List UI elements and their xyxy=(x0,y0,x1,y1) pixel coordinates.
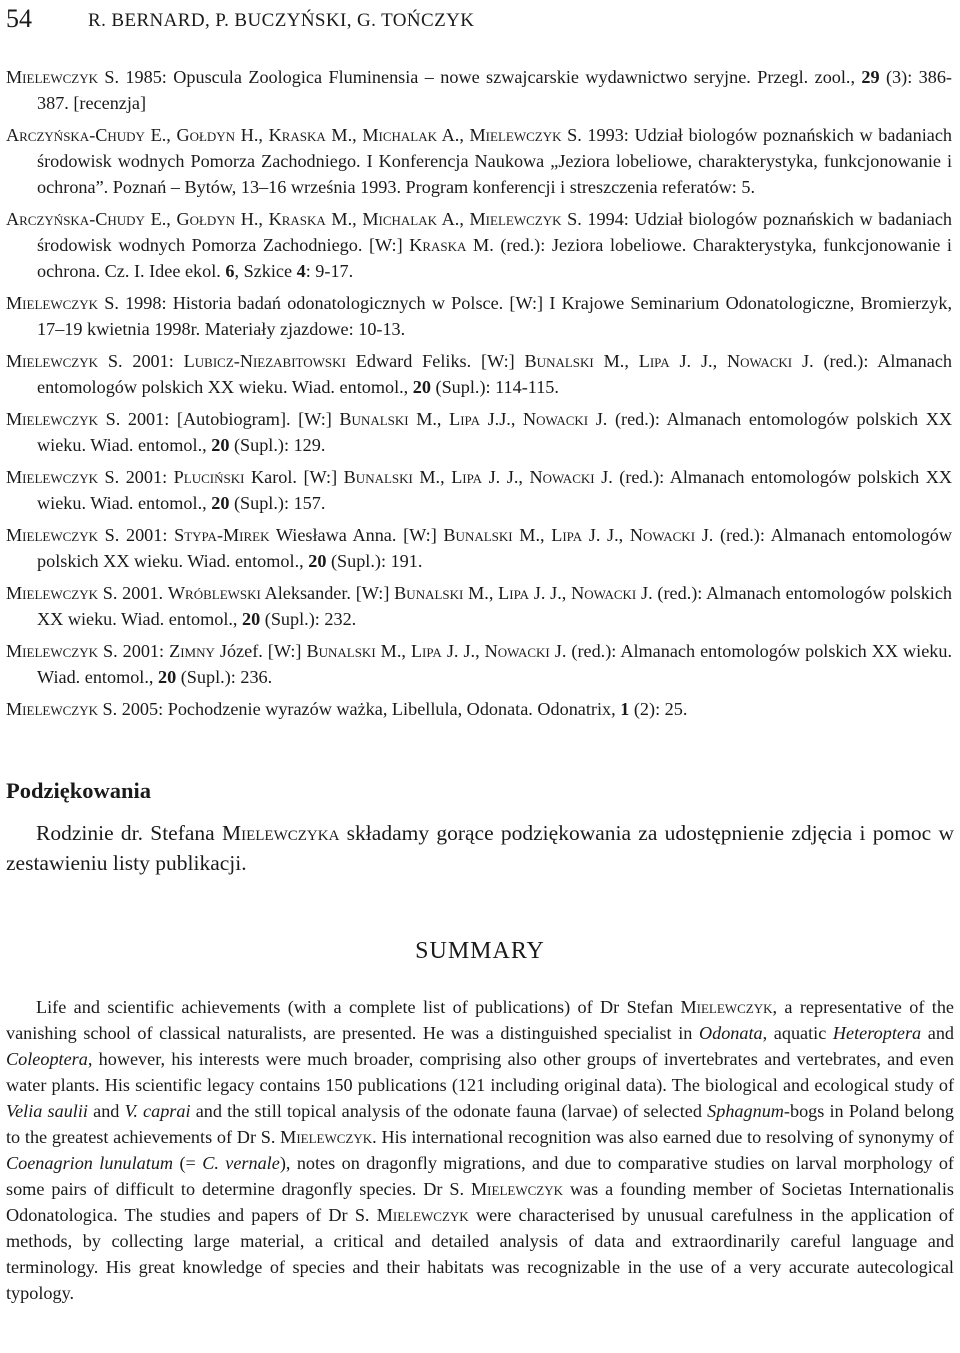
volume-number: 20 xyxy=(242,609,261,629)
text-run: H., xyxy=(235,209,269,229)
text-run: M., xyxy=(512,525,552,545)
text-run: J. J., xyxy=(441,641,485,661)
author-name: Bunalski xyxy=(394,583,464,603)
author-name: Lipa xyxy=(410,641,442,661)
author-name: Mielewczyk xyxy=(6,467,98,487)
text-run: Wiesława Anna. [W:] xyxy=(269,525,444,545)
reference-entry xyxy=(6,638,952,690)
author-name: Mielewczyk xyxy=(6,351,98,371)
author-name: Kraska xyxy=(409,235,467,255)
text-run: J.J., xyxy=(479,409,523,429)
text-run: S. 1998: Historia badań odonatologicznych w Polsce. [W:] I Krajowe Seminarium Odonatologiczne, Bromierzyk, 17–19 kwietnia 1998r. Materiały zjazdowe: 10-13. xyxy=(37,293,952,339)
taxon-name: Coenagrion lunulatum xyxy=(6,1153,174,1173)
text-run: (Supl.): 236. xyxy=(176,667,273,687)
text-run: S. 2001: xyxy=(97,641,170,661)
text-run: M., xyxy=(593,351,639,371)
author-name: Nowacki xyxy=(629,525,696,545)
text-run: , Szkice xyxy=(234,261,297,281)
text-run: and the still topical analysis of the odonate fauna (larvae) of selected xyxy=(190,1101,708,1121)
text-run: Edward Feliks. [W:] xyxy=(345,351,525,371)
author-name: Bunalski xyxy=(343,467,413,487)
author-name: Bunalski xyxy=(524,351,594,371)
taxon-name: Heteroptera xyxy=(832,1023,922,1043)
author-name: Michalak xyxy=(362,209,438,229)
text-run: (3): 386-387. [recenzja] xyxy=(37,67,952,113)
text-run: E., xyxy=(144,125,177,145)
author-name: Mielewczyk xyxy=(469,209,562,229)
author-name: Nowacki xyxy=(529,467,595,487)
reference-entry xyxy=(6,206,952,284)
text-run: J. (red.): Almanach entomologów polskich XX wieku. Wiad. entomol., xyxy=(37,467,952,513)
author-name: Gołdyn xyxy=(176,209,236,229)
text-run: M. (red.): Jeziora lobeliowe. Charakterystyka, funkcjonowanie i ochrona. Cz. I. Idee ekol. xyxy=(37,235,952,281)
summary-heading: SUMMARY xyxy=(415,938,545,964)
text-run: J. (red.): Almanach entomologów polskich XX wieku. Wiad. entomol., xyxy=(37,409,952,455)
text-run: and xyxy=(87,1101,125,1121)
text-run: (2): 25. xyxy=(629,699,688,719)
text-run: , a representative of the vanishing school of classical naturalists, are presented. He was a distinguished specialist in xyxy=(6,997,954,1043)
author-name: Pluciński xyxy=(173,467,245,487)
text-run: S. 1985: Opuscula Zoologica Fluminensia – nowe szwajcarskie wydawnictwo seryjne. Przegl. zool., xyxy=(97,67,862,87)
taxon-name: C. vernale xyxy=(202,1153,280,1173)
text-run: M., xyxy=(463,583,499,603)
reference-entry xyxy=(6,580,952,632)
text-run: Karol. [W:] xyxy=(244,467,344,487)
author-name: Kraska xyxy=(268,209,326,229)
text-run: and xyxy=(921,1023,955,1043)
author-name: Mielewczyk xyxy=(376,1205,469,1225)
text-run: składamy gorące podziękowania za udostępnienie zdjęcia i pomoc w zestawieniu listy publikacji. xyxy=(6,821,954,875)
volume-number: 1 xyxy=(620,699,630,719)
page-header xyxy=(6,4,954,34)
summary-text xyxy=(6,994,954,1306)
reference-entry xyxy=(6,122,952,200)
text-run: S. 1993: Udział biologów poznańskich w badaniach środowisk wodnych Pomorza Zachodniego. I Konferencja Naukowa „Jeziora lobeliowe, charakterystyka, funkcjonowanie i ochrona”. Poznań – Bytów, 13–16 września 1993. Program konferencji i streszczenia referatów: 5. xyxy=(37,125,952,197)
volume-number: 20 xyxy=(412,377,431,397)
reference-entry xyxy=(6,522,952,574)
text-run: S. 1994: Udział biologów poznańskich w badaniach środowisk wodnych Pomorza Zachodniego. [W:] xyxy=(37,209,952,255)
reference-entry xyxy=(6,696,952,722)
text-run: Józef. [W:] xyxy=(214,641,307,661)
text-run: -bogs in Poland belong to the greatest achievements of Dr S. xyxy=(6,1101,955,1147)
text-run: : 9-17. xyxy=(305,261,354,281)
text-run: . His international recognition was also earned due to resolving of synonymy of xyxy=(372,1127,954,1147)
author-name: Wróblewski xyxy=(167,583,261,603)
author-name: Mielewczyk xyxy=(680,997,773,1017)
volume-number: 29 xyxy=(861,67,880,87)
text-run: J. (red.): Almanach entomologów polskich XX wieku. Wiad. entomol., xyxy=(37,641,953,687)
volume-number: 6 xyxy=(225,261,235,281)
author-name: Lipa xyxy=(551,525,583,545)
references-list xyxy=(6,64,952,728)
page-number: 54 xyxy=(6,4,32,33)
author-name: Mielewczyk xyxy=(6,293,98,313)
author-name: Lipa xyxy=(638,351,670,371)
author-name: Arczyńska-Chudy xyxy=(6,125,145,145)
text-run: (Supl.): 157. xyxy=(229,493,326,513)
author-name: Gołdyn xyxy=(176,125,236,145)
author-name: Mielewczyk xyxy=(6,583,98,603)
author-name: Lipa xyxy=(498,583,530,603)
text-run: E., xyxy=(144,209,177,229)
taxon-name: Coleoptera xyxy=(6,1049,88,1069)
author-name: Lubicz-Niezabitowski xyxy=(183,351,346,371)
author-name: Mielewczyk xyxy=(6,409,98,429)
taxon-name: Sphagnum xyxy=(707,1101,784,1121)
author-name: Mielewczyk xyxy=(6,641,98,661)
text-run: (Supl.): 191. xyxy=(326,551,423,571)
text-run: M., xyxy=(408,409,450,429)
author-name: Nowacki xyxy=(727,351,793,371)
acknowledgments-heading: Podziękowania xyxy=(6,778,152,803)
taxon-name: Odonata xyxy=(698,1023,763,1043)
author-name: Bunalski xyxy=(443,525,513,545)
author-name: Bunalski xyxy=(339,409,409,429)
text-run: (= xyxy=(173,1153,203,1173)
text-run: Rodzinie dr. Stefana xyxy=(36,821,222,845)
text-run: S. 2001: [Autobiogram]. [W:] xyxy=(97,409,340,429)
author-name: Nowacki xyxy=(571,583,637,603)
author-name: Mielewczyk xyxy=(6,699,98,719)
volume-number: 20 xyxy=(211,493,230,513)
author-name: Stypa-Mirek xyxy=(174,525,270,545)
text-run: J. (red.): Almanach entomologów polskich XX wieku. Wiad. entomol., xyxy=(37,351,953,397)
text-run: J. J., xyxy=(669,351,727,371)
text-run: S. 2001. xyxy=(97,583,168,603)
text-run: S. 2001: xyxy=(97,351,184,371)
author-name: Arczyńska-Chudy xyxy=(6,209,145,229)
taxon-name: V. caprai xyxy=(124,1101,191,1121)
text-run: , however, his interests were much broader, comprising also other groups of invertebrates and vertebrates, and even water plants. His scientific legacy contains 150 publications (121 including original data). The biological and ecological study of xyxy=(6,1049,954,1095)
text-run: J. J., xyxy=(582,525,630,545)
text-run: M., xyxy=(325,125,363,145)
author-name: Nowacki xyxy=(484,641,550,661)
reference-entry xyxy=(6,290,952,342)
text-run: ), notes on dragonfly migrations, and due to comparative studies on larval morphology of some pairs of difficult to determine dragonfly species. Dr S. xyxy=(6,1153,954,1199)
text-run: J. (red.): Almanach entomologów polskich XX wieku. Wiad. entomol., xyxy=(37,525,953,571)
author-name: Mielewczyk xyxy=(469,125,562,145)
text-run: Life and scientific achievements (with a complete list of publications) of Dr Stefan xyxy=(36,997,681,1017)
text-run: M., xyxy=(412,467,452,487)
author-name: Michalak xyxy=(362,125,438,145)
reference-entry xyxy=(6,406,952,458)
text-run: was a founding member of Societas Internationalis Odonatologica. The studies and papers of Dr S. xyxy=(6,1179,954,1225)
text-run: (Supl.): 129. xyxy=(229,435,326,455)
volume-number: 20 xyxy=(158,667,177,687)
running-head: R. BERNARD, P. BUCZYŃSKI, G. TOŃCZYK xyxy=(88,10,475,31)
text-run: J. (red.): Almanach entomologów polskich XX wieku. Wiad. entomol., xyxy=(37,583,953,629)
volume-number: 20 xyxy=(211,435,230,455)
text-run: M., xyxy=(325,209,363,229)
text-run: S. 2001: xyxy=(97,467,174,487)
text-run: J. J., xyxy=(482,467,530,487)
author-name: Mielewczyk xyxy=(6,67,98,87)
text-run: J. J., xyxy=(529,583,572,603)
author-name: Zimny xyxy=(169,641,215,661)
text-run: A., xyxy=(437,125,470,145)
reference-entry xyxy=(6,464,952,516)
author-name: Lipa xyxy=(451,467,483,487)
author-name: Bunalski xyxy=(306,641,376,661)
text-run: , aquatic xyxy=(762,1023,833,1043)
author-name: Nowacki xyxy=(522,409,589,429)
text-run: A., xyxy=(437,209,470,229)
author-name: Kraska xyxy=(268,125,326,145)
text-run: Aleksander. [W:] xyxy=(260,583,395,603)
text-run: S. 2001: xyxy=(97,525,175,545)
reference-entry xyxy=(6,348,952,400)
volume-number: 20 xyxy=(308,551,327,571)
text-run: were characterised by unusual carefulness in the application of methods, by collecting large material, a critical and detailed analysis of data and extraordinarily careful language and terminology. His great knowledge of species and their habitats was recognizable in the use of a very accurate autecological typology. xyxy=(6,1205,954,1303)
text-run: (Supl.): 114-115. xyxy=(430,377,559,397)
text-run: S. 2005: Pochodzenie wyrazów ważka, Libellula, Odonata. Odonatrix, xyxy=(97,699,621,719)
volume-number: 4 xyxy=(296,261,306,281)
author-name: Mielewczyk xyxy=(280,1127,373,1147)
text-run: (Supl.): 232. xyxy=(260,609,357,629)
author-name: Mielewczyk xyxy=(471,1179,563,1199)
text-run: H., xyxy=(235,125,269,145)
taxon-name: Velia saulii xyxy=(6,1101,88,1121)
text-run: M., xyxy=(375,641,411,661)
acknowledgments-text xyxy=(6,818,954,878)
author-name: Mielewczyka xyxy=(221,821,340,845)
author-name: Lipa xyxy=(449,409,480,429)
author-name: Mielewczyk xyxy=(6,525,98,545)
reference-entry xyxy=(6,64,952,116)
